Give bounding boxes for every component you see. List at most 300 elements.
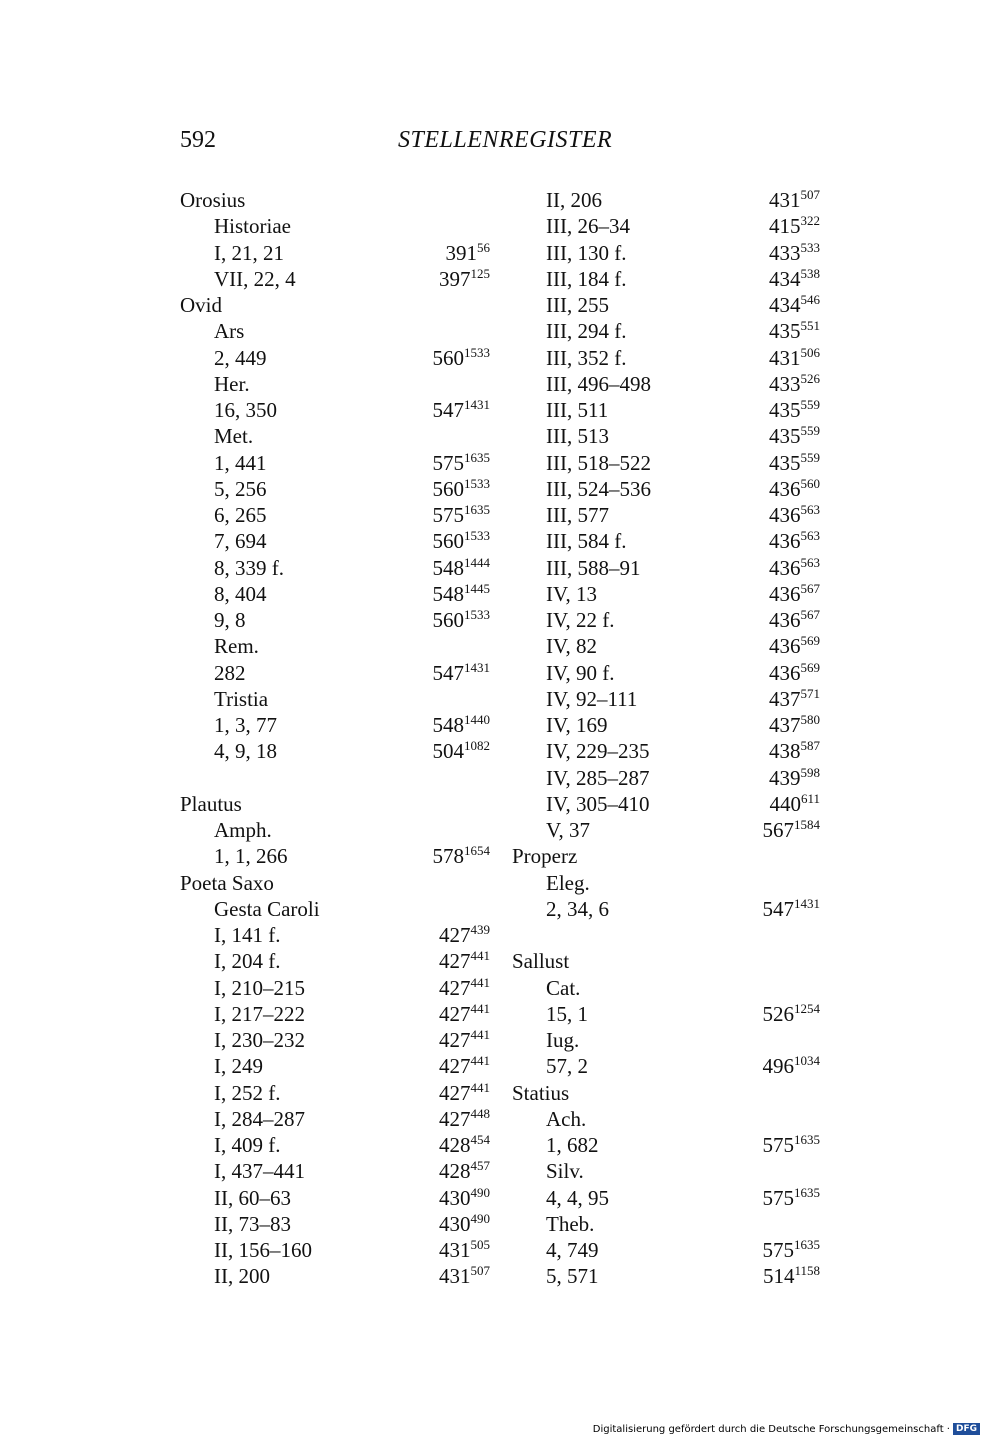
- page-number-ref: 415: [769, 214, 801, 239]
- footnote-number: 560: [800, 475, 820, 491]
- footnote-number: 533: [800, 239, 820, 255]
- footnote-number: 538: [800, 265, 820, 281]
- footnote-number: 567: [800, 580, 820, 596]
- entry-term: I, 284–287: [214, 1106, 305, 1131]
- footnote-number: 526: [800, 370, 820, 386]
- page-reference: [769, 318, 820, 347]
- entry-term: 8, 339 f.: [214, 555, 284, 580]
- index-entry: [180, 712, 490, 738]
- footnote-number: 454: [470, 1132, 490, 1147]
- footnote-number: 56: [477, 239, 490, 255]
- page-reference: [763, 1001, 821, 1030]
- entry-term: 282: [214, 660, 246, 685]
- page-number-ref: 440: [769, 791, 801, 816]
- page-reference: [433, 712, 491, 741]
- entry-term: II, 200: [214, 1264, 270, 1289]
- entry-term: Amph.: [214, 818, 272, 842]
- footnote-number: 571: [800, 685, 820, 701]
- page-number-ref: 427: [439, 1106, 471, 1131]
- footnote-number: 1431: [794, 895, 820, 911]
- page-reference: [769, 660, 820, 689]
- page-number-ref: 436: [769, 581, 801, 606]
- index-entry: [512, 371, 820, 397]
- index-entry: [512, 1185, 820, 1211]
- index-entry: [180, 266, 490, 292]
- entry-term: 4, 4, 95: [546, 1185, 609, 1210]
- entry-term: Ars: [214, 319, 245, 344]
- page-number-ref: 391: [445, 240, 477, 265]
- page-reference: [439, 1027, 490, 1056]
- entry-term: I, 141 f.: [214, 923, 281, 947]
- index-entry: [512, 896, 820, 922]
- page-reference: [763, 896, 821, 925]
- page-reference: [433, 555, 491, 584]
- index-entry: [512, 1053, 820, 1079]
- page-reference: [763, 1263, 820, 1292]
- page-number-ref: 575: [762, 1185, 794, 1210]
- footnote-number: 611: [800, 790, 820, 806]
- entry-term: II, 206: [546, 188, 602, 212]
- page-number-ref: 435: [769, 319, 801, 344]
- page-number-ref: 547: [432, 660, 464, 685]
- entry-term: Tristia: [214, 686, 269, 711]
- index-entry: [180, 817, 490, 843]
- index-entry: [180, 660, 490, 686]
- index-entry: [180, 948, 490, 974]
- page-reference: [433, 738, 491, 767]
- page-reference: [433, 397, 491, 426]
- page-reference: [769, 397, 820, 426]
- page-number-ref: 431: [439, 1264, 471, 1289]
- page-number-ref: 504: [432, 739, 464, 764]
- index-entry: [512, 187, 820, 213]
- page-reference: [769, 633, 820, 662]
- footnote-number: 1635: [464, 449, 490, 465]
- entry-term: 2, 34, 6: [546, 896, 609, 921]
- page-number-ref: 435: [769, 398, 801, 422]
- index-entry: [180, 1185, 490, 1211]
- page-reference: [439, 1237, 490, 1266]
- index-entry: [512, 555, 820, 581]
- page-reference: [446, 240, 491, 269]
- page-number-ref: 434: [769, 293, 801, 317]
- entry-term: Historiae: [214, 214, 291, 239]
- footnote-number: 322: [800, 213, 820, 229]
- footnote-number: 441: [470, 1027, 490, 1042]
- index-entry: [512, 266, 820, 292]
- index-entry: [512, 581, 820, 607]
- page-reference: [433, 581, 491, 610]
- index-entry: [180, 371, 490, 397]
- entry-term: Sallust: [512, 949, 570, 974]
- entry-term: IV, 90 f.: [546, 660, 615, 685]
- entry-term: 1, 1, 266: [214, 844, 288, 869]
- index-entry: [512, 712, 820, 738]
- footnote-number: 441: [470, 1000, 490, 1016]
- page-reference: [439, 1211, 490, 1240]
- entry-term: III, 294 f.: [546, 319, 627, 344]
- entry-term: 15, 1: [546, 1001, 588, 1026]
- entry-term: I, 210–215: [214, 975, 305, 1000]
- page-reference: [763, 1132, 821, 1161]
- page-number-ref: 547: [432, 398, 464, 422]
- entry-term: III, 588–91: [546, 555, 641, 580]
- footnote-number: 125: [470, 265, 490, 281]
- footnote-number: 1654: [464, 843, 490, 859]
- index-entry: [180, 1237, 490, 1263]
- footnote-number: 546: [800, 292, 820, 307]
- footnote-number: 505: [470, 1237, 490, 1252]
- page-reference: [439, 1080, 490, 1109]
- page-number-ref: 496: [762, 1054, 794, 1079]
- index-entry: [512, 292, 820, 318]
- entry-term: Ach.: [546, 1106, 587, 1131]
- index-entry: [180, 450, 490, 476]
- page-number-ref: 437: [769, 686, 801, 711]
- footnote-number: 1635: [794, 1184, 820, 1200]
- footnote-number: 1533: [464, 528, 490, 544]
- footnote-number: 506: [800, 344, 820, 360]
- index-heading: [180, 870, 490, 896]
- page-reference: [439, 1132, 490, 1161]
- footnote-number: 441: [470, 948, 490, 964]
- page-number-ref: 427: [439, 949, 471, 974]
- entry-term: 57, 2: [546, 1054, 588, 1079]
- entry-term: I, 217–222: [214, 1001, 305, 1026]
- page-reference: [763, 1185, 821, 1214]
- footnote-number: 490: [470, 1184, 490, 1200]
- index-entry: [180, 1001, 490, 1027]
- page-number-ref: 437: [769, 713, 801, 737]
- index-heading: [180, 292, 490, 318]
- entry-term: I, 249: [214, 1054, 263, 1079]
- page-number-ref: 427: [439, 975, 471, 1000]
- index-entry: [512, 397, 820, 423]
- entry-term: IV, 229–235: [546, 739, 650, 764]
- footnote-number: 563: [800, 502, 820, 517]
- entry-term: I, 204 f.: [214, 949, 281, 974]
- page-number-ref: 435: [769, 424, 801, 449]
- page-reference: [433, 607, 491, 636]
- page-number-ref: 436: [769, 503, 801, 527]
- page-number-ref: 427: [439, 1001, 471, 1026]
- page-reference: [769, 266, 820, 295]
- footer: [593, 1423, 980, 1435]
- entry-term: III, 255: [546, 293, 609, 317]
- page-reference: [433, 528, 491, 557]
- page-reference: [439, 1053, 490, 1082]
- page-number-ref: 431: [439, 1238, 471, 1262]
- page-number-ref: 560: [432, 476, 464, 501]
- page-reference: [433, 843, 491, 872]
- entry-term: III, 518–522: [546, 450, 651, 475]
- page-reference: [439, 975, 490, 1004]
- entry-term: IV, 305–410: [546, 791, 650, 816]
- entry-term: II, 156–160: [214, 1238, 312, 1262]
- page-reference: [439, 1263, 490, 1292]
- index-entry: [180, 528, 490, 554]
- index-entry: [180, 1132, 490, 1158]
- page-number-ref: 430: [439, 1211, 471, 1236]
- page-reference: [769, 528, 820, 557]
- footnote-number: 563: [800, 528, 820, 544]
- footnote-number: 587: [800, 738, 820, 754]
- page-number-ref: 436: [769, 476, 801, 501]
- index-entry: [180, 318, 490, 344]
- page-reference: [769, 240, 820, 269]
- entry-term: III, 577: [546, 503, 609, 527]
- index-entry: [180, 397, 490, 423]
- page-number-ref: 548: [432, 713, 464, 737]
- page-reference: [439, 1106, 490, 1135]
- index-entry: [512, 660, 820, 686]
- page-reference: [769, 450, 820, 479]
- index-entry: [512, 633, 820, 659]
- footnote-number: 1440: [464, 712, 490, 727]
- index-entry: [180, 240, 490, 266]
- index-column-left: [180, 187, 490, 1290]
- page-number-ref: 560: [432, 608, 464, 632]
- page-number-ref: 427: [439, 923, 471, 947]
- page-number-ref: 427: [439, 1028, 471, 1052]
- page-reference: [433, 476, 491, 505]
- page-reference: [769, 345, 820, 374]
- page-number-ref: 427: [439, 1080, 471, 1105]
- entry-term: IV, 285–287: [546, 765, 650, 790]
- footnote-number: 1445: [464, 580, 490, 596]
- index-entry: [180, 502, 490, 528]
- footnote-number: 569: [800, 633, 820, 649]
- page-reference: [769, 423, 820, 452]
- entry-term: I, 230–232: [214, 1028, 305, 1052]
- entry-term: Poeta Saxo: [180, 870, 274, 895]
- entry-term: Her.: [214, 371, 250, 396]
- page-number-ref: 514: [762, 1264, 795, 1289]
- index-entry: [180, 1053, 490, 1079]
- page-number-ref: 560: [432, 345, 464, 370]
- index-heading: [180, 765, 490, 791]
- page-reference: [433, 450, 491, 479]
- footnote-number: 1533: [464, 607, 490, 622]
- page-number-ref: 427: [439, 1054, 471, 1079]
- footnote-number: 551: [800, 318, 820, 334]
- page-number-ref: 397: [439, 266, 471, 291]
- page-reference: [769, 502, 820, 531]
- footnote-number: 1444: [464, 554, 490, 570]
- page-reference: [439, 1158, 490, 1187]
- entry-term: 4, 9, 18: [214, 739, 277, 764]
- page-number-ref: 430: [439, 1185, 471, 1210]
- page-reference: [769, 292, 820, 321]
- page-number-ref: 435: [769, 450, 801, 475]
- footnote-number: 441: [470, 1053, 490, 1069]
- entry-term: III, 130 f.: [546, 240, 627, 265]
- index-entry: [180, 1158, 490, 1184]
- page-reference: [769, 581, 820, 610]
- index-entry: [180, 633, 490, 659]
- page-number-ref: 578: [432, 844, 464, 869]
- entry-term: III, 26–34: [546, 214, 630, 239]
- footnote-number: 1635: [794, 1132, 820, 1147]
- entry-term: 1, 441: [214, 450, 267, 475]
- entry-term: III, 511: [546, 398, 609, 422]
- page-number-ref: 439: [769, 765, 801, 790]
- entry-term: Orosius: [180, 188, 246, 212]
- footnote-number: 1584: [794, 817, 820, 832]
- footnote-number: 580: [800, 712, 820, 727]
- footnote-number: 441: [470, 1079, 490, 1095]
- page-number-ref: 547: [762, 896, 794, 921]
- index-entry: [512, 607, 820, 633]
- page-reference: [769, 791, 820, 820]
- index-entry: [512, 423, 820, 449]
- footnote-number: 559: [800, 397, 820, 412]
- index-entry: [512, 817, 820, 843]
- page-number-ref: 438: [769, 739, 801, 764]
- index-entry: [512, 1263, 820, 1289]
- footnote-number: 507: [470, 1263, 490, 1279]
- footnote-number: 448: [470, 1105, 490, 1121]
- entry-term: III, 524–536: [546, 476, 651, 501]
- page-reference: [763, 1237, 821, 1266]
- entry-term: I, 252 f.: [214, 1080, 281, 1105]
- footnote-number: 1254: [794, 1000, 820, 1016]
- page-reference: [769, 187, 820, 216]
- footnote-number: 569: [800, 659, 820, 675]
- footnote-number: 490: [470, 1210, 490, 1226]
- page-number-ref: 433: [769, 371, 801, 396]
- page-number-ref: 436: [769, 634, 801, 659]
- index-entry: [180, 686, 490, 712]
- page-number-ref: 428: [439, 1159, 471, 1184]
- page-reference: [439, 1185, 490, 1214]
- page-number-ref: 575: [432, 450, 464, 475]
- page-number-ref: 548: [432, 555, 464, 580]
- index-heading: [180, 791, 490, 817]
- dfg-logo: DFG: [953, 1423, 980, 1435]
- page-number-ref: 436: [769, 608, 801, 632]
- entry-term: 5, 256: [214, 476, 267, 501]
- index-entry: [512, 502, 820, 528]
- index-entry: [512, 738, 820, 764]
- footnote-number: 1533: [464, 475, 490, 491]
- entry-term: III, 584 f.: [546, 529, 627, 554]
- page-reference: [433, 660, 491, 689]
- entry-term: V, 37: [546, 818, 590, 842]
- page-title: STELLENREGISTER: [398, 127, 613, 153]
- page-number-ref: 567: [762, 818, 794, 842]
- index-heading: [512, 922, 820, 948]
- index-entry: [180, 1080, 490, 1106]
- footnote-number: 1082: [464, 738, 490, 754]
- footnote-number: 559: [800, 449, 820, 465]
- page-number-ref: 428: [439, 1133, 471, 1157]
- index-entry: [180, 1106, 490, 1132]
- footnote-number: 1533: [464, 344, 490, 360]
- entry-term: Plautus: [180, 791, 242, 816]
- footnote-number: 1635: [464, 502, 490, 517]
- footnote-number: 598: [800, 764, 820, 780]
- footnote-number: 1158: [794, 1263, 820, 1279]
- page-number: 592: [180, 127, 216, 153]
- page-reference: [439, 1001, 490, 1030]
- page-number-ref: 431: [769, 188, 801, 212]
- index-entry: [512, 213, 820, 239]
- footnote-number: 1431: [464, 659, 490, 675]
- index-entry: [180, 213, 490, 239]
- page-number-ref: 575: [762, 1133, 794, 1157]
- entry-term: Cat.: [546, 975, 581, 1000]
- index-entry: [512, 1027, 820, 1053]
- entry-term: 7, 694: [214, 529, 267, 554]
- footnote-number: 507: [800, 187, 820, 202]
- entry-term: 6, 265: [214, 503, 267, 527]
- index-entry: [180, 896, 490, 922]
- page-number-ref: 560: [432, 529, 464, 554]
- footnote-number: 439: [470, 922, 490, 937]
- entry-term: Met.: [214, 424, 254, 449]
- entry-term: Gesta Caroli: [214, 896, 320, 921]
- entry-term: IV, 13: [546, 581, 597, 606]
- page-reference: [769, 371, 820, 400]
- footnote-number: 559: [800, 423, 820, 439]
- page-reference: [769, 765, 820, 794]
- page-number-ref: 436: [769, 660, 801, 685]
- index-entry: [180, 843, 490, 869]
- page-reference: [433, 345, 491, 374]
- index-entry: [512, 318, 820, 344]
- entry-term: Iug.: [546, 1028, 580, 1052]
- index-entry: [180, 607, 490, 633]
- page-reference: [763, 817, 821, 846]
- page-reference: [769, 607, 820, 636]
- index-entry: [512, 450, 820, 476]
- index-entry: [180, 345, 490, 371]
- index-entry: [512, 1132, 820, 1158]
- entry-term: 9, 8: [214, 608, 246, 632]
- index-entry: [512, 686, 820, 712]
- entry-term: I, 409 f.: [214, 1133, 281, 1157]
- index-entry: [180, 476, 490, 502]
- entry-term: I, 437–441: [214, 1159, 305, 1184]
- footnote-number: 457: [470, 1158, 490, 1174]
- footnote-number: 1431: [464, 397, 490, 412]
- page-reference: [769, 476, 820, 505]
- index-heading: [512, 1080, 820, 1106]
- entry-term: 2, 449: [214, 345, 267, 370]
- index-entry: [180, 738, 490, 764]
- entry-term: Properz: [512, 844, 578, 869]
- page-number-ref: 526: [762, 1001, 794, 1026]
- entry-term: IV, 169: [546, 713, 608, 737]
- page-number-ref: 575: [762, 1238, 794, 1262]
- entry-term: IV, 22 f.: [546, 608, 615, 632]
- index-entry: [512, 1158, 820, 1184]
- entry-term: II, 60–63: [214, 1185, 291, 1210]
- entry-term: II, 73–83: [214, 1211, 291, 1236]
- page-reference: [769, 712, 820, 741]
- page-number-ref: 433: [769, 240, 801, 265]
- index-entry: [512, 870, 820, 896]
- page-reference: [769, 686, 820, 715]
- index-entry: [512, 975, 820, 1001]
- entry-term: 4, 749: [546, 1238, 599, 1262]
- index-entry: [180, 1211, 490, 1237]
- index-entry: [512, 765, 820, 791]
- index-entry: [512, 476, 820, 502]
- entry-term: Ovid: [180, 293, 222, 317]
- index-entry: [180, 922, 490, 948]
